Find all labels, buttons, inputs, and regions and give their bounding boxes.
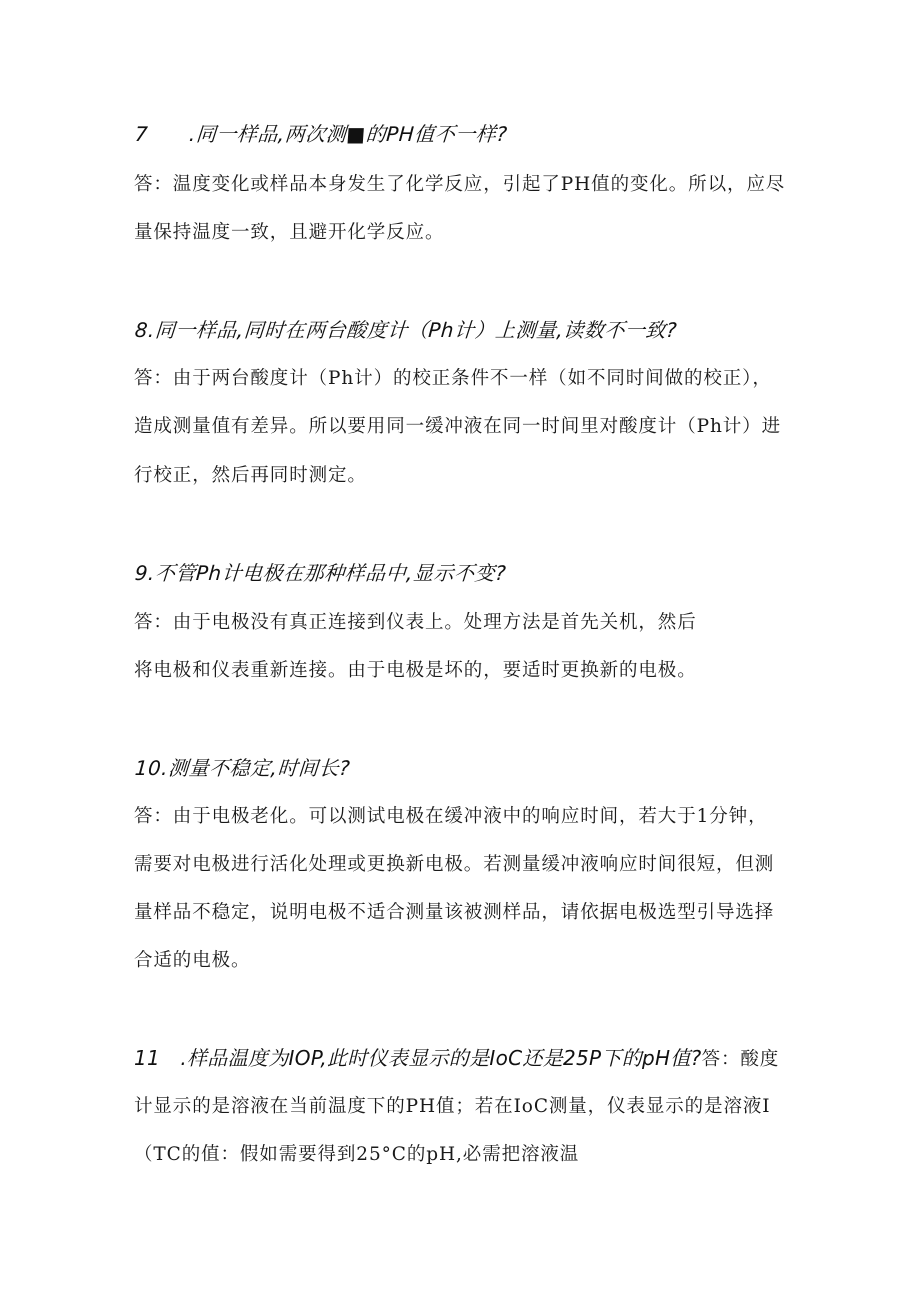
answer-10-line-2: 需要对电极进行活化处理或更换新电极。若测量缓冲液响应时间很短，但测 [134, 854, 775, 875]
answer-8-line-1: 答：由于两台酸度计（Ph计）的校正条件不一样（如不同时间做的校正）， [134, 368, 772, 389]
answer-8-line-2: 造成测量值有差异。所以要用同一缓冲液在同一时间里对酸度计（Ph计）进 [134, 416, 781, 437]
answer-11-line-2: （TC的值：假如需要得到25°C的pH,必需把溶液温 [134, 1144, 580, 1165]
answer-7-line-2: 量保持温度一致，且避开化学反应。 [134, 222, 445, 243]
question-11-heading: 11 .样品温度为IOP,此时仪表显示的是IoC还是25P下的pH值? [134, 1046, 702, 1070]
answer-10-line-3: 量样品不稳定，说明电极不适合测量该被测样品，请依据电极选型引导选择 [134, 902, 775, 923]
question-9-heading: 9.不管Ph计电极在那种样品中,显示不变? [134, 561, 508, 585]
question-11-line [134, 1042, 779, 1071]
answer-11-inline: 答：酸度 [701, 1049, 780, 1070]
answer-9-line-2: 将电极和仪表重新连接。由于电极是坏的，要适时更换新的电极。 [134, 660, 697, 681]
answer-8-line-3: 行校正，然后再同时测定。 [134, 465, 367, 486]
answer-9-line-1: 答：由于电极没有真正连接到仪表上。处理方法是首先关机，然后 [134, 612, 697, 633]
question-7-heading: 7 .同一样品,两次测■的PH值不一样? [134, 122, 509, 146]
question-10-heading: 10.测量不稳定,时间长? [134, 756, 352, 780]
answer-10-line-4: 合适的电极。 [134, 950, 251, 971]
answer-11-line-1: 计显示的是溶液在当前温度下的PH值；若在IoC测量，仪表显示的是溶液I [134, 1096, 771, 1117]
answer-7-line-1: 答：温度变化或样品本身发生了化学反应，引起了PH值的变化。所以，应尽 [134, 174, 786, 195]
question-8-heading: 8.同一样品,同时在两台酸度计（Ph计）上测量,读数不一致? [134, 318, 678, 342]
answer-10-line-1: 答：由于电极老化。可以测试电极在缓冲液中的响应时间，若大于1分钟， [134, 806, 768, 827]
